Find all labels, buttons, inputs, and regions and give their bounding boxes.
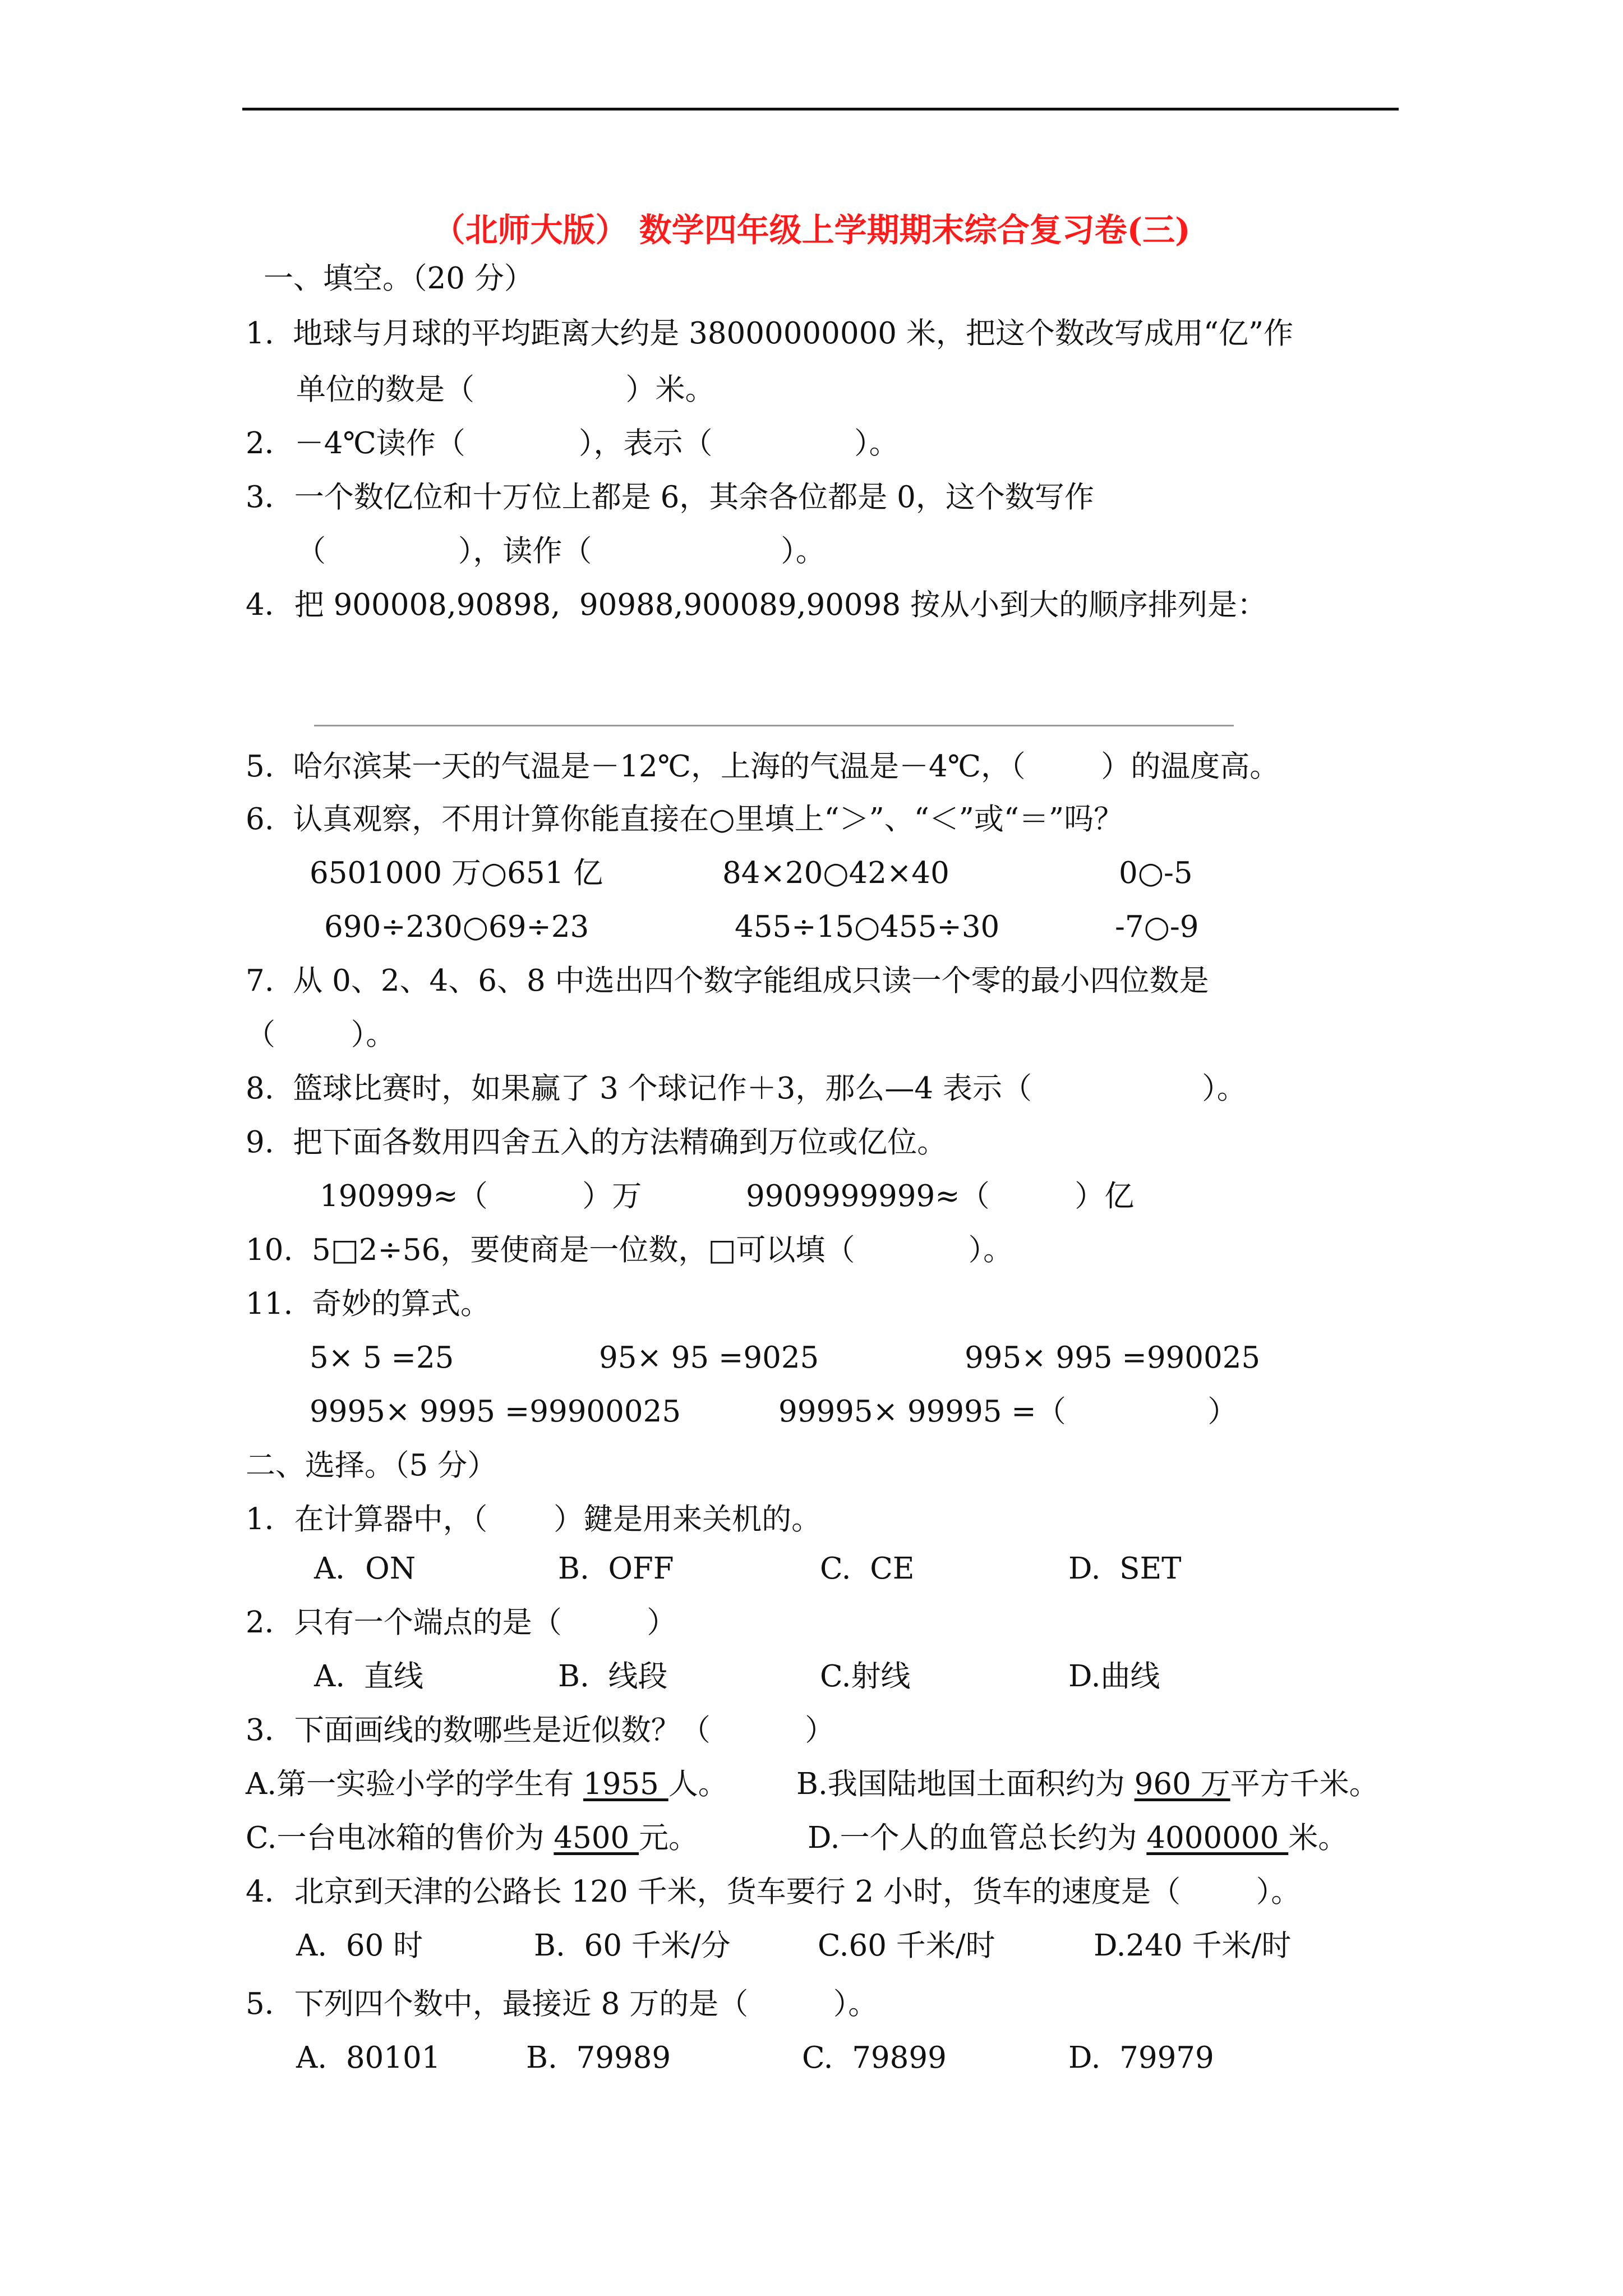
question-6-item: 84×20○42×40 — [722, 856, 949, 890]
question-11-item: 9995× 9995 =99900025 — [310, 1395, 681, 1429]
question-9-item: 190999≈（ ）万 — [320, 1179, 642, 1213]
question-6-item: 0○-5 — [1119, 856, 1193, 890]
option: D.240 千米/时 — [1094, 1929, 1292, 1963]
section1-heading: 一、填空。（20 分） — [264, 261, 534, 296]
question-6-item: 455÷15○455÷30 — [735, 910, 1000, 944]
question-4: 4．把 900008,90898, 90988,900089,90098 按从小到大的顺序排列是： — [246, 588, 1267, 622]
question-6-item: 6501000 万○651 亿 — [310, 856, 603, 890]
option: B. OFF — [558, 1552, 674, 1586]
question-6: 6. 认真观察，不用计算你能直接在○里填上“＞”、“＜”或“＝”吗？ — [246, 802, 1124, 836]
choice-question-2: 2．只有一个端点的是（ ） — [246, 1605, 677, 1640]
question-11-item: 95× 95 =9025 — [599, 1341, 819, 1375]
underlined-number: 4500 — [554, 1821, 639, 1855]
choice-question-1: 1．在计算器中，（ ）鍵是用来关机的。 — [246, 1502, 822, 1536]
question-2: 2．－4℃读作（ ），表示（ ）。 — [246, 426, 899, 461]
choice-question-4: 4．北京到天津的公路长 120 千米，货车要行 2 小时，货车的速度是（ ）。 — [246, 1875, 1301, 1909]
choice-question-3: 3．下面画线的数哪些是近似数？（ ） — [246, 1713, 835, 1747]
question-5: 5. 哈尔滨某一天的气温是－12℃，上海的气温是－4℃，（ ）的温度高。 — [246, 749, 1280, 784]
question-9: 9. 把下面各数用四舍五入的方法精确到万位或亿位。 — [246, 1125, 947, 1159]
option: D. SET — [1068, 1552, 1182, 1586]
option: A. 直线 — [314, 1659, 423, 1694]
question-3-line-2: （ ），读作（ ）。 — [296, 534, 826, 568]
option: C. CE — [820, 1552, 915, 1586]
option: C.射线 — [820, 1659, 911, 1694]
underlined-number: 4000000 — [1146, 1821, 1289, 1855]
underlined-number: 960 万 — [1134, 1767, 1230, 1801]
option: C.60 千米/时 — [818, 1929, 995, 1963]
question-11: 11. 奇妙的算式。 — [246, 1287, 490, 1321]
option-3b: B.我国陆地国土面积约为 960 万平方千米。 — [796, 1767, 1379, 1801]
question-8: 8. 篮球比赛时，如果赢了 3 个球记作＋3，那么—4 表示（ ）。 — [246, 1071, 1247, 1106]
underlined-number: 1955 — [583, 1767, 668, 1801]
option: A. 80101 — [296, 2041, 441, 2075]
option-3d: D.一个人的血管总长约为 4000000 米。 — [808, 1821, 1348, 1855]
option-3a: A.第一实验小学的学生有 1955 人。 — [246, 1767, 728, 1801]
answer-line — [314, 725, 1234, 726]
option: A. 60 时 — [296, 1929, 423, 1963]
option-3c: C.一台电冰箱的售价为 4500 元。 — [246, 1821, 699, 1855]
choice-question-5: 5．下列四个数中，最接近 8 万的是（ ）。 — [246, 1987, 878, 2021]
option: D.曲线 — [1068, 1659, 1160, 1694]
page-title: （北师大版） 数学四年级上学期期末综合复习卷(三) — [432, 211, 1191, 249]
option: C. 79899 — [802, 2041, 947, 2075]
question-11-item: 995× 995 =990025 — [965, 1341, 1261, 1375]
option: B. 79989 — [526, 2041, 671, 2075]
option: B. 线段 — [558, 1659, 668, 1694]
question-9-item: 9909999999≈（ ）亿 — [746, 1179, 1135, 1213]
question-7-line-2: （ ）。 — [246, 1018, 396, 1052]
header-rule — [242, 108, 1399, 111]
section2-heading: 二、选择。（5 分） — [246, 1448, 497, 1483]
question-1-line-2: 单位的数是（ ）米。 — [296, 372, 715, 407]
question-6-item: 690÷230○69÷23 — [324, 910, 589, 944]
option: A．ON — [314, 1552, 416, 1586]
question-3-line-1: 3．一个数亿位和十万位上都是 6，其余各位都是 0，这个数写作 — [246, 480, 1094, 514]
question-10: 10. 5□2÷56，要使商是一位数，□可以填（ ）。 — [246, 1233, 1013, 1267]
question-7-line-1: 7. 从 0、2、4、6、8 中选出四个数字能组成只读一个零的最小四位数是 — [246, 964, 1209, 998]
question-11-item: 5× 5 =25 — [310, 1341, 454, 1375]
question-11-item: 99995× 99995 =（ ） — [778, 1395, 1238, 1429]
question-6-item: -7○-9 — [1115, 910, 1199, 944]
option: B. 60 千米/分 — [534, 1929, 731, 1963]
option: D. 79979 — [1068, 2041, 1214, 2075]
question-1-line-1: 1. 地球与月球的平均距离大约是 38000000000 米，把这个数改写成用“亿”作 — [246, 316, 1294, 351]
